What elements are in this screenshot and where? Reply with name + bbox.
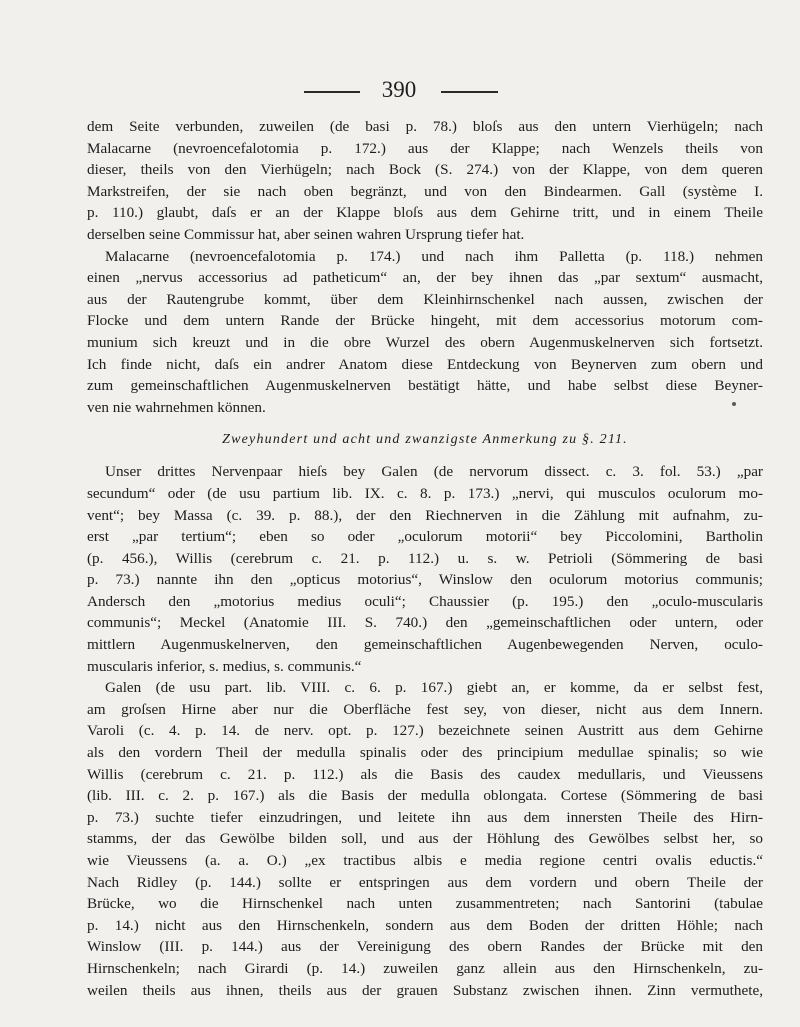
page-number: 390 xyxy=(381,77,417,102)
text-line: p. 73.) suchte tiefer einzudringen, und leitete ihn aus dem innersten Theile des Hirn- xyxy=(87,808,763,826)
text-line: aus der Rautengrube kommt, über dem Kleinhirnschenkel nach aussen, zwischen der xyxy=(87,290,763,308)
text-line: am groſsen Hirne aber nur die Oberfläche fest sey, von dieser, nicht aus dem Innern. xyxy=(87,700,763,718)
text-line: p. 73.) nannte ihn den „opticus motorius“, Winslow den oculorum motorius communis; xyxy=(87,571,763,589)
text-line: Brücke, wo die Hirnschenkel nach unten zusammentreten; nach Santorini (tabulae xyxy=(87,895,763,913)
text-line: wie Vieussens (a. a. O.) „ex tractibus albis e media regione centri ovalis eductis.“ xyxy=(87,852,763,869)
text-line: mittlern Augenmuskelnerven, den gemeinschaftlichen Augenbewegenden Nerven, oculo- xyxy=(87,636,763,654)
paragraph-1 xyxy=(87,116,763,246)
text-line: dem Seite verbunden, zuweilen (de basi p. 78.) bloſs aus den untern Vierhügeln; nach xyxy=(87,118,763,135)
paragraph-2 xyxy=(87,246,763,419)
text-line: Andersch den „motorius medius oculi“; Chaussier (p. 195.) den „oculo-muscularis xyxy=(87,592,763,610)
text-line: vent“; bey Massa (c. 39. p. 88.), der den Riechnerven in die Zählung mit aufnahm, zu- xyxy=(87,506,763,524)
text-line: (p. 456.), Willis (cerebrum c. 21. p. 112.) u. s. w. Petrioli (Sömmering de basi xyxy=(87,549,763,567)
paragraph-4 xyxy=(87,677,763,1001)
text-line: Markstreifen, der sie nach oben begränzt, und von den Bindearmen. Gall (système I. xyxy=(87,182,763,200)
text-line: Varoli (c. 4. p. 14. de nerv. opt. p. 127.) bezeichnete seinen Austritt aus dem Gehirne xyxy=(87,722,763,740)
paragraph-3 xyxy=(87,461,763,677)
text-line: Malacarne (nevroencefalotomia p. 174.) und nach ihm Palletta (p. 118.) nehmen xyxy=(105,247,763,265)
text-line: Hirnschenkeln; nach Girardi (p. 14.) zuweilen ganz allein aus den Hirnschenkeln, zu- xyxy=(87,959,763,977)
text-line: Ich finde nicht, daſs ein andrer Anatom diese Entdeckung von Beynerven zum obern und xyxy=(87,355,763,373)
text-line: communis“; Meckel (Anatomie III. S. 740.) den „gemeinschaftlichen oder untern, oder xyxy=(87,614,763,632)
text-line: ven nie wahrnehmen können. xyxy=(87,398,266,416)
text-line: p. 110.) glaubt, daſs er an der Klappe bloſs aus dem Gehirne tritt, und in einem Theile xyxy=(87,204,763,222)
text-line: als den vordern Theil der medulla spinalis oder des principium medullae spinalis; so wie xyxy=(87,744,763,762)
text-line: zum gemeinschaftlichen Augenmuskelnerven bestätigt hätte, und habe selbst diese Beyner- xyxy=(87,377,763,395)
text-line: Flocke und dem untern Rande der Brücke hingeht, mit dem accessorius motorum com- xyxy=(87,312,763,330)
page-header xyxy=(0,74,800,104)
text-line: Winslow (III. p. 144.) aus der Vereinigung des obern Randes der Brücke mit den xyxy=(87,938,763,956)
text-line: Malacarne (nevroencefalotomia p. 172.) aus der Klappe; nach Wenzels theils von xyxy=(87,139,763,157)
text-line: muscularis inferior, s. medius, s. communis.“ xyxy=(87,657,362,675)
page-body xyxy=(87,116,763,1001)
text-line: stamms, der das Gewölbe bilden soll, und aus der Höhlung des Gewölbes selbst her, so xyxy=(87,830,763,848)
text-line: dieser, theils von den Vierhügeln; nach Bock (S. 274.) von der Klappe, von dem queren xyxy=(87,161,763,179)
text-line: weilen theils aus ihnen, theils aus der grauen Substanz zwischen ihnen. Zinn vermuthete, xyxy=(87,981,763,999)
text-line: Unser drittes Nervenpaar hieſs bey Galen (de nervorum dissect. c. 3. fol. 53.) „par xyxy=(105,463,763,481)
text-line: (lib. III. c. 2. p. 167.) als die Basis der medulla oblongata. Cortese (Sömmering de basi xyxy=(87,787,763,805)
text-line: Willis (cerebrum c. 21. p. 112.) als die Basis des caudex medullaris, und Vieussens xyxy=(87,765,763,783)
section-heading: Zweyhundert und acht und zwanzigste Anmerkung zu §. 211. xyxy=(222,432,628,448)
text-line: p. 14.) nicht aus den Hirnschenkeln, sondern aus dem Boden der dritten Höhle; nach xyxy=(87,916,763,934)
text-line: einen „nervus accessorius ad patheticum“ an, der bey ihnen das „par sextum“ ausmacht, xyxy=(87,269,763,287)
text-line: Galen (de usu part. lib. VIII. c. 6. p. 167.) giebt an, er komme, da er selbst fest, xyxy=(105,679,763,697)
text-line: derselben seine Commissur hat, aber seinen wahren Ursprung tiefer hat. xyxy=(87,225,525,243)
text-line: erst „par tertium“; eben so oder „oculorum motorii“ bey Piccolomini, Bartholin xyxy=(87,528,763,546)
text-line: secundum“ oder (de usu partium lib. IX. c. 8. p. 173.) „nervi, qui musculos oculorum mo- xyxy=(87,484,763,502)
header-rule-right xyxy=(441,91,498,93)
text-line: munium sich kreuzt und in die obre Wurzel des obern Augenmuskelnerven sich fortsetzt. xyxy=(87,333,763,351)
text-line: Nach Ridley (p. 144.) sollte er entspringen aus dem vordern und obern Theile der xyxy=(87,873,763,891)
header-rule-left xyxy=(304,91,360,93)
ink-speck xyxy=(732,402,736,406)
